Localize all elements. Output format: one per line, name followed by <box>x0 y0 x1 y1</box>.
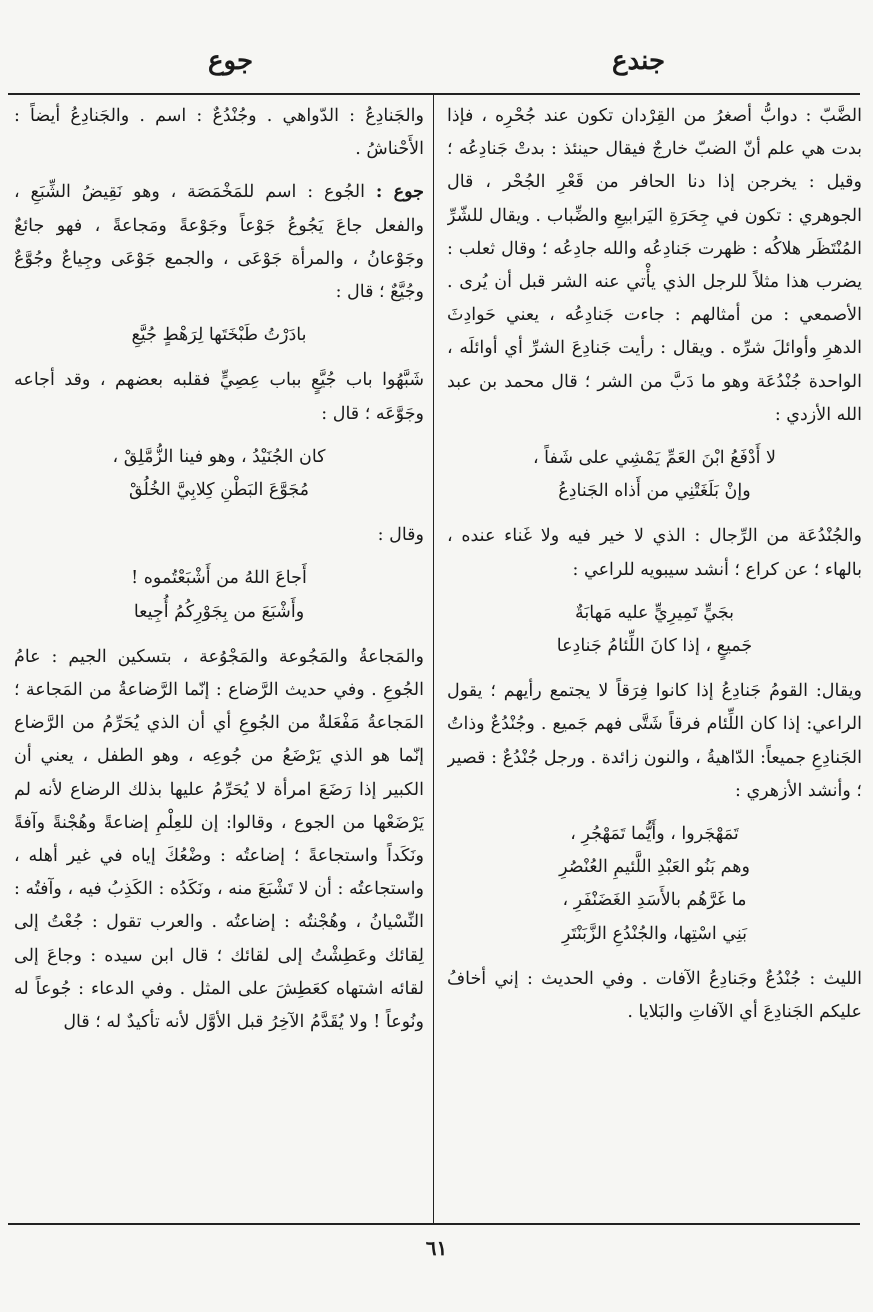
left-column <box>14 100 424 1218</box>
verse-line: تَمَهْجَروا ، وأَيُّما تَمَهْجُرِ ، <box>570 824 739 845</box>
entry-paragraph: شَبَّهُوا باب جُيَّعٍ بباب عِصِيٍّ فقلبه بعضهم ، وقد أجاعه وجَوَّعَه ؛ قال : <box>14 370 424 424</box>
column-divider <box>433 95 434 1223</box>
entry-paragraph <box>14 176 424 309</box>
verse-line: وهم بَنُو العَبْدِ اللَّئيمِ العُنْصُرِ <box>559 857 750 878</box>
bottom-rule <box>8 1223 860 1225</box>
entry-paragraph: وقال : <box>377 525 424 546</box>
verse-line: وأَشْبَعَ من بِجَوْرِكُمُ أُجِيعا <box>133 601 305 622</box>
entry-paragraph: والجُنْدُعَة من الرِّجال : الذي لا خير فيه ولا غَناء عنده ، بالهاء ؛ عن كراع ؛ أنشد سيبويه للراعي : <box>447 526 862 580</box>
verse-line: جَميعٍ ، إذا كانَ اللِّئامُ جَنادِعا <box>556 636 753 657</box>
right-column <box>447 100 862 1218</box>
running-head-right: جندع <box>612 46 666 76</box>
entry-paragraph: الليث : جُنْدُعٌ وجَنادِعُ الآفات . وفي الحديث : إني أخافُ عليكم الجَنادِعَ أي الآفاتِ والبَلايا . <box>447 968 862 1023</box>
verse-line: أَجاعَ اللهُ من أَشْبَعْتُموه ! <box>131 568 307 589</box>
verse-line: بَنِي اسْتِها، والجُنْدُعِ الزَّبَنْتَرِ <box>561 923 748 944</box>
top-rule <box>8 93 860 95</box>
verse-line: مُجَوَّعَ البَطْنِ كِلابِيَّ الخُلُقْ <box>128 480 310 501</box>
verse-block <box>447 818 862 951</box>
verse-block <box>447 442 862 508</box>
entry-paragraph: ويقال: القومُ جَنادِعُ إذا كانوا فِرَقاً لا يجتمع رأيهم ؛ يقول الراعي: إذا كان اللِّئام فرقاً شَتَّى فهم جَميع . وجُنْدُعٌ وذاتُ الجَنادِعِ جميعاً: الدّاهيةُ ، والنون زائدة . ورجل جُنْدُعٌ : قصير ؛ وأنشد الأزهري : <box>447 681 862 801</box>
running-head-left: جوع <box>208 46 254 76</box>
entry-paragraph: والمَجاعةُ والمَجُوعة والمَجْوُعة ، بتسكين الجيم : عامُ الجُوعِ . وفي حديث الرَّضاع : إنّما الرَّضاعةُ من المَجاعة ؛ المَجاعةُ مَفْعَلةٌ من الجُوعِ أي أن الذي يُحَرِّمُ من الرَّضاع إنّما هو الذي يَرْضَعُ من جُوعِه ، وهو الطفل ، يعني أن الكبير إذا رَضَعَ امرأة لا يُحَرِّمُ عليها بذلك الرضاع لأنه لم يَرْضَعْها من الجوع ، وقالوا: إن للعِلْمِ إضاعةً وهُجْنةً وآفةً ونَكَداً واستجاعةً ؛ إضاعتُه : وضْعُكَ إياه في غير أهله ، واستجاعتُه : أن لا تَشْبَعَ منه ، ونَكَدُه : الكَذِبُ فيه ، وآفتُه : النِّسْيانُ ، وهُجْنتُه : إضاعتُه . والعرب تقول : جُعْتُ إلى لِقائك وعَطِشْتُ إلى لقائك ؛ قال ابن سيده : وجاعَ إلى لقائه اشتهاه كعَطِشَ على المثل . وفي الدعاء : جُوعاً له ونُوعاً ! ولا يُقَدَّمُ الآخِرُ قبل الأوَّل لأنه تأكيدٌ له ؛ قال <box>14 646 424 1033</box>
verse-line: بجَيٍّ تَمِيرِيٍّ عليه مَهابَةٌ <box>575 602 734 623</box>
verse-line: كان الجُنَيْدُ ، وهو فينا الزُّمَّلِقْ ، <box>112 446 326 467</box>
headword: جوع : <box>375 182 424 203</box>
page-number: ٦١ <box>425 1236 448 1260</box>
verse-block <box>14 562 424 628</box>
entry-paragraph: الضَّبّ : دوابُّ أصغرُ من القِرْدان تكون عند جُحْرِه ، فإذا بدت هي علم أنّ الضبّ خارجٌ فيقال حينئذ : بدتْ جَنادِعُه ؛ وقيل : يخرجن إذا دنا الحافر من قَعْرِ الجُحْر ، قال الجوهري : تكون في جِحَرَةِ اليَرابيعِ والضِّباب . ويقال للشّرِّ المُنْتَظَر هلاكُه : ظهرت جَنادِعُه والله جادِعُه ؛ وقال ثعلب : يضرب هذا مثلاً للرجل الذي يأْتي عنه الشر قبل أن يُرى . الأصمعي : من أمثالهم : جاءت جَنادِعُه ، يعني حَوادِثَ الدهرِ وأوائلَ شرِّه . ويقال : رأيت جَنادِعَ الشرِّ أي أوائلَه ، الواحدة جُنْدُعَة وهو ما دَبَّ من الشر ؛ قال محمد بن عبد الله الأزدي : <box>447 106 862 425</box>
verse-block <box>14 319 424 352</box>
verse-block <box>447 597 862 663</box>
entry-paragraph: والجَنادِعُ : الدّواهي . وجُنْدُعٌ : اسم . والجَنادِعُ أيضاً : الأَحْناشُ . <box>14 106 424 160</box>
entry-text: الجُوع : اسم للمَخْمَصَة ، وهو نَقِيضُ الشِّبَعِ ، والفعل جاعَ يَجُوعُ جَوْعاً وجَوْعةً ومَجاعةً ، فهو جائعٌ وجَوْعانُ ، والمرأة جَوْعَى ، والجمع جَوْعَى وجِياعٌ وجُوَّعٌ وجُيَّعٌ ؛ قال : <box>14 182 424 303</box>
verse-line: ما غَرَّهُم بالأَسَدِ الغَضَنْفَرِ ، <box>562 890 747 911</box>
verse-line: لا أَدْفَعُ ابْنَ العَمِّ يَمْشِي على شَفاً ، <box>532 448 777 469</box>
verse-block <box>14 441 424 507</box>
verse-line: بادَرْتُ طَبْخَتَها لِرَهْطٍ جُيَّعِ <box>131 325 307 346</box>
verse-line: وإنْ بَلَغَتْنِي من أَذاه الجَنادِعُ <box>558 481 751 502</box>
